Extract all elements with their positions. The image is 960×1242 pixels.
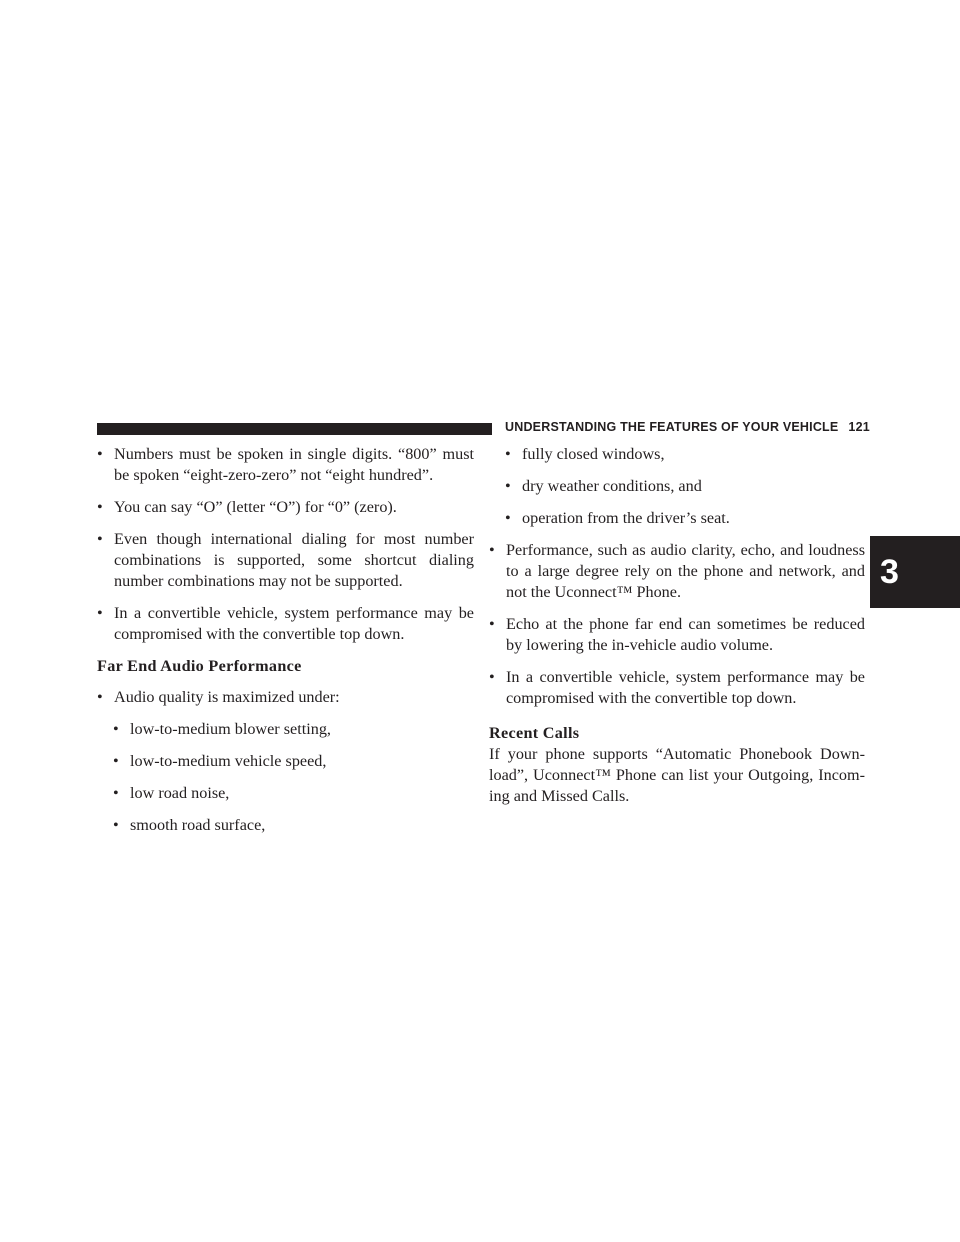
item-text: In a convertible vehicle, system performance may be compromised with the convertible top down. [506,668,865,707]
item-text: low-to-medium blower setting, [130,720,331,738]
item-text: operation from the driver’s seat. [522,509,730,527]
sub-list-item [505,476,865,497]
list-item [489,667,865,709]
item-text: In a convertible vehicle, system performance may be compromised with the convertible top down. [114,604,474,643]
bullet-icon: • [113,784,119,802]
page-number: 121 [848,420,870,434]
sub-list-item [505,444,865,465]
bullet-icon: • [97,530,103,548]
body-paragraph: If your phone supports “Automatic Phonebook Down-load”, Uconnect™ Phone can list your Outgoing, Incom-ing and Missed Calls. [489,745,865,805]
list-item [97,444,474,486]
item-text: Audio quality is maximized under: [114,688,340,706]
bullet-icon: • [97,498,103,516]
bullet-icon: • [97,445,103,463]
bullet-icon: • [505,445,511,463]
bullet-icon: • [113,752,119,770]
sub-list-item [113,751,474,772]
section-title: UNDERSTANDING THE FEATURES OF YOUR VEHICLE [505,420,839,434]
left-column [97,444,474,847]
item-text: smooth road surface, [130,816,266,834]
bullet-icon: • [97,604,103,622]
bullet-icon: • [113,720,119,738]
running-header [505,419,870,435]
section-heading: Far End Audio Performance [97,657,302,675]
bullet-icon: • [113,816,119,834]
list-item [97,687,474,708]
item-text: low road noise, [130,784,230,802]
bullet-icon: • [97,688,103,706]
item-text: Even though international dialing for most number combinations is supported, some shortcut dialing number combinations may not be supported. [114,530,474,590]
bullet-icon: • [489,541,495,559]
list-item [97,529,474,592]
item-text: Numbers must be spoken in single digits. “800” must be spoken “eight-zero-zero” not “eight hundred”. [114,445,474,484]
right-column [489,444,865,807]
sub-list-item [113,815,474,836]
list-item [489,540,865,603]
header-rule [97,423,492,435]
sub-list-item [505,508,865,529]
list-item [489,614,865,656]
item-text: dry weather conditions, and [522,477,702,495]
list-item [97,603,474,645]
sub-list-item [113,719,474,740]
item-text: Performance, such as audio clarity, echo, and loudness to a large degree rely on the phone and network, and not the Uconnect™ Phone. [506,541,865,601]
item-text: low-to-medium vehicle speed, [130,752,327,770]
section-heading: Recent Calls [489,724,580,742]
bullet-icon: • [489,615,495,633]
bullet-icon: • [505,509,511,527]
bullet-icon: • [489,668,495,686]
item-text: fully closed windows, [522,445,665,463]
chapter-tab: 3 [870,536,960,608]
bullet-icon: • [505,477,511,495]
sub-list-item [113,783,474,804]
item-text: You can say “O” (letter “O”) for “0” (zero). [114,498,397,516]
item-text: Echo at the phone far end can sometimes be reduced by lowering the in-vehicle audio volume. [506,615,865,654]
list-item [97,497,474,518]
